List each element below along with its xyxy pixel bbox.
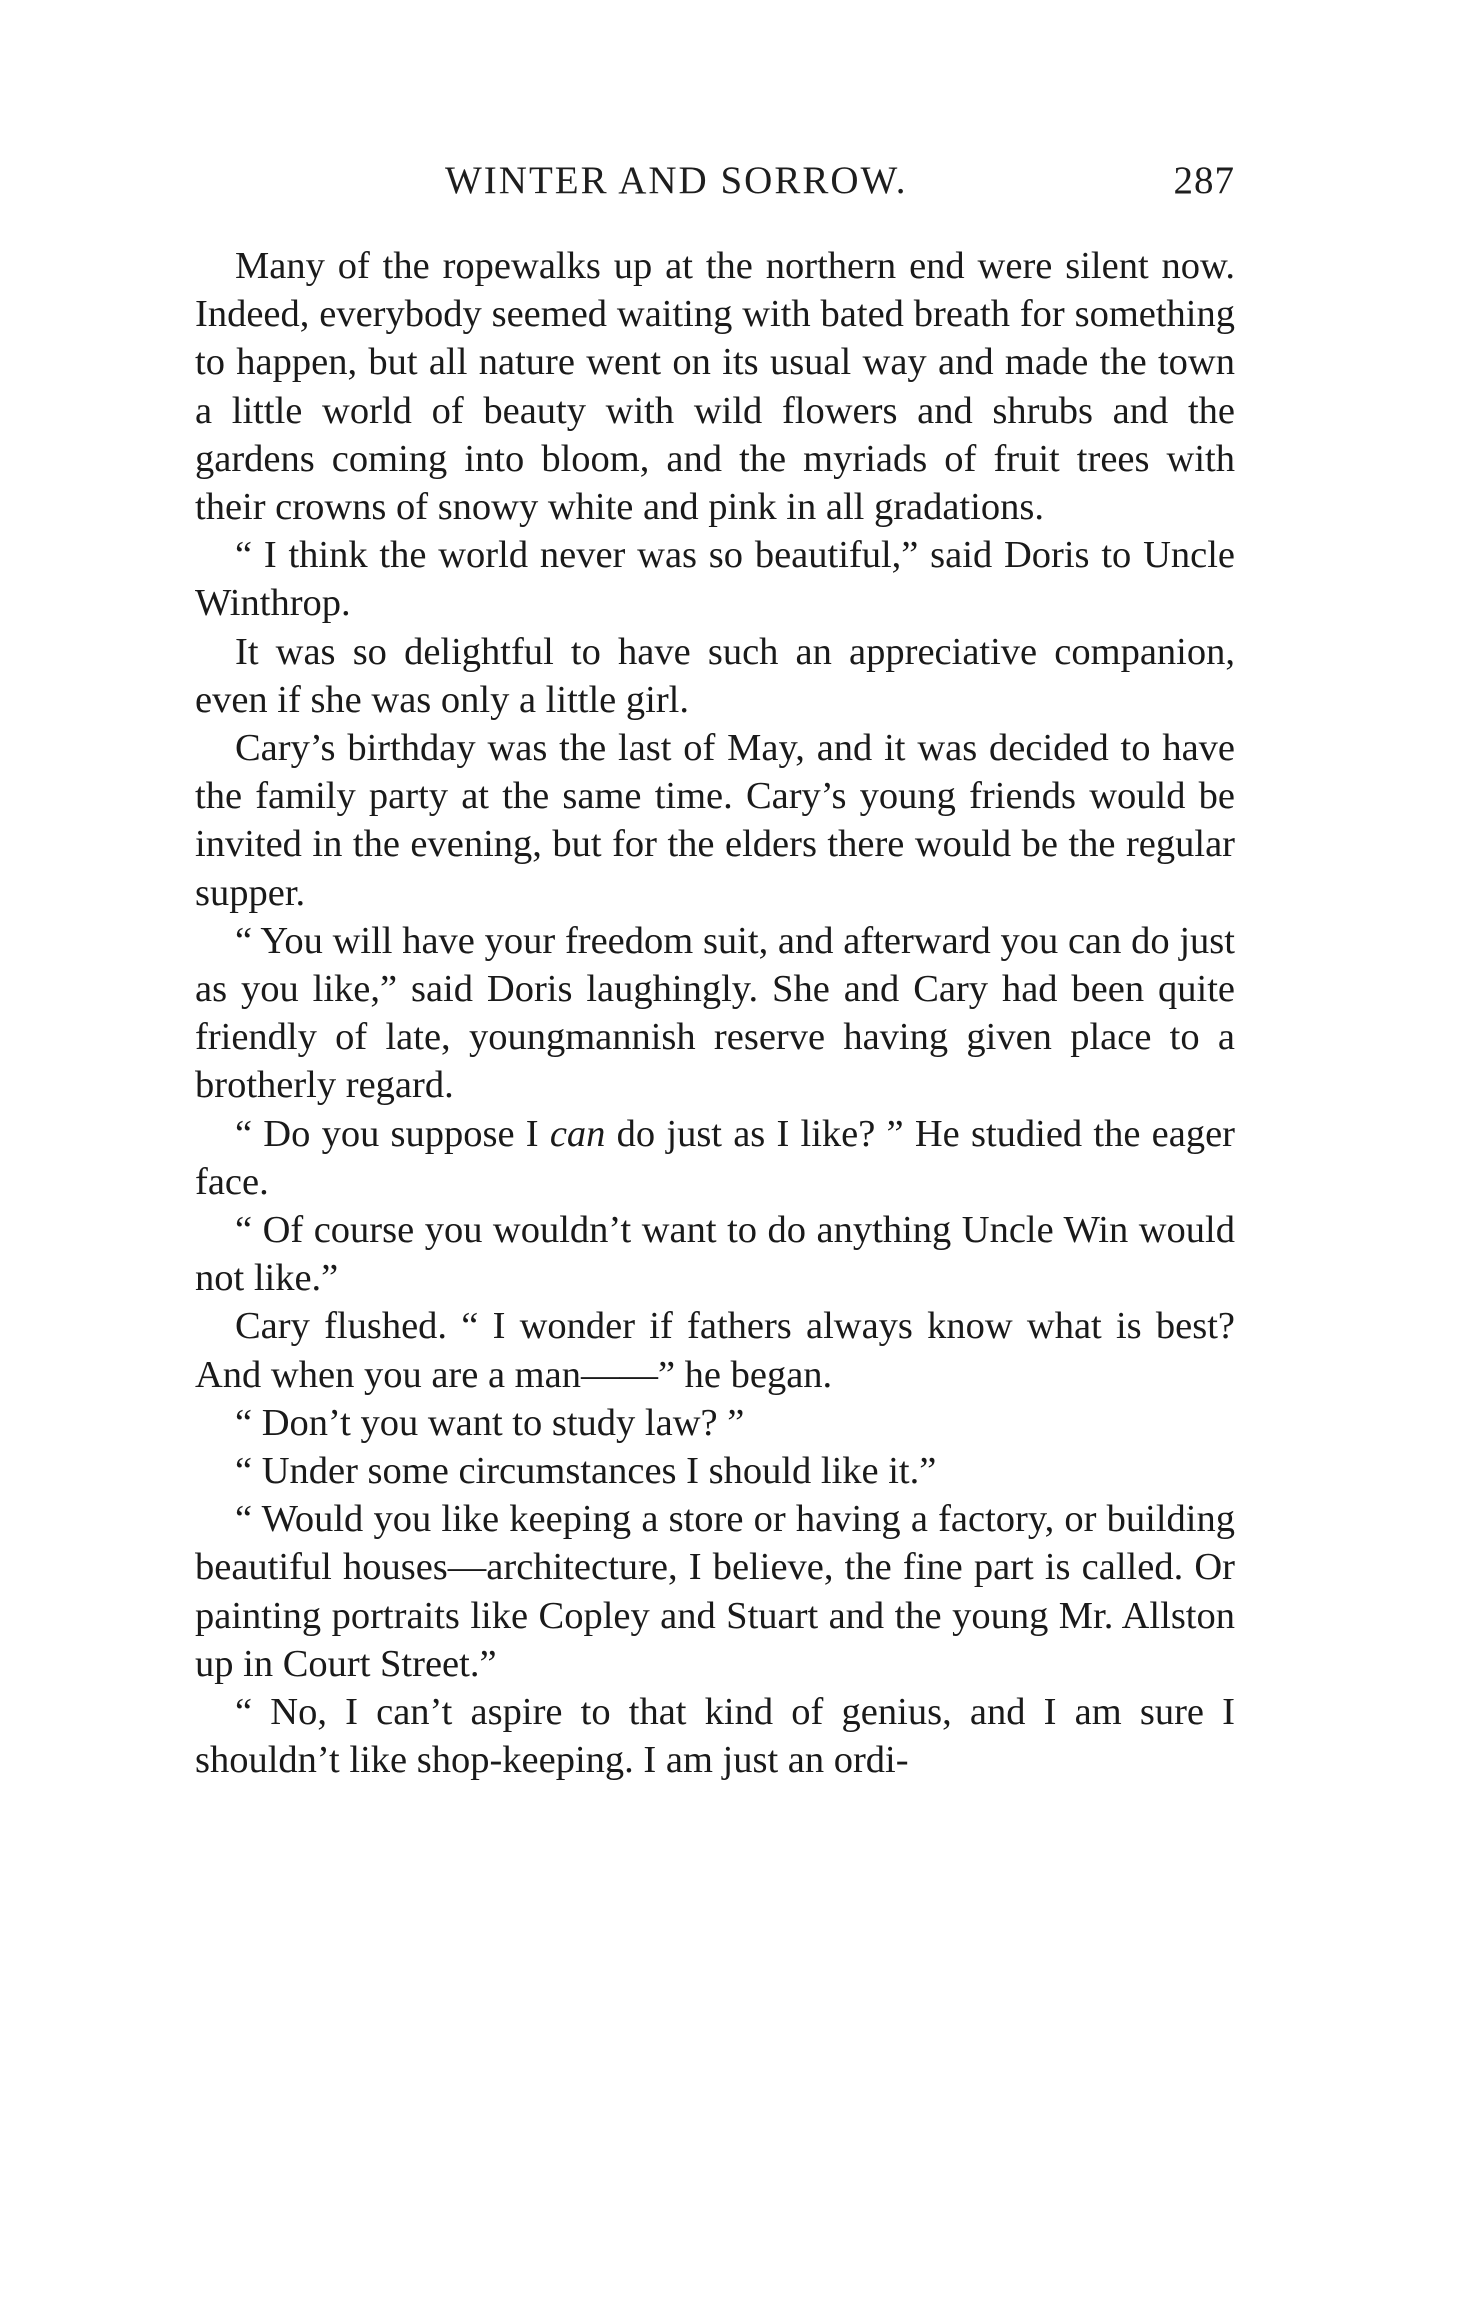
- paragraph-cary-birthday: Cary’s birthday was the last of May, and it was decided to have the family party at the same time. Cary’s young friends would be invited in the evening, but for the elders there would be the regular supper.: [195, 727, 1235, 914]
- body-text: [195, 242, 1235, 1785]
- paragraph-study-law: “ Don’t you want to study law? ”: [235, 1401, 745, 1444]
- paragraph-doris-world-beautiful: “ I think the world never was so beautiful,” said Doris to Uncle Winthrop.: [195, 534, 1235, 625]
- paragraph-store-or-factory: “ Would you like keeping a store or having a factory, or building beautiful houses—architecture, I believe, the fine part is called. Or painting portraits like Copley and Stuart and the young Mr. Allston up in Court Street.”: [195, 1498, 1235, 1685]
- paragraph-uncle-win: “ Of course you wouldn’t want to do anything Uncle Win would not like.”: [195, 1209, 1235, 1300]
- paragraph-do-you-suppose: [195, 1110, 1235, 1206]
- chapter-running-title: WINTER AND SORROW.: [445, 159, 908, 202]
- paragraph-cary-flushed: Cary flushed. “ I wonder if fathers always know what is best? And when you are a man——” he began.: [195, 1305, 1235, 1396]
- paragraph-ropewalks: Many of the ropewalks up at the northern end were silent now. Indeed, everybody seemed waiting with bated breath for something to happen, but all nature went on its usual way and made the town a little world of beauty with wild flowers and shrubs and the gardens coming into bloom, and the myriads of fruit trees with their crowns of snowy white and pink in all gradations.: [195, 245, 1235, 529]
- paragraph-genius: “ No, I can’t aspire to that kind of genius, and I am sure I shouldn’t like shop-keeping. I am just an ordi-: [195, 1691, 1235, 1782]
- running-head: [195, 158, 1235, 218]
- page-number: 287: [1173, 159, 1235, 202]
- paragraph-circumstances: “ Under some circumstances I should like it.”: [235, 1450, 937, 1493]
- emphasis-can: can: [549, 1112, 606, 1155]
- paragraph-appreciative-companion: It was so delightful to have such an appreciative companion, even if she was only a little girl.: [195, 630, 1235, 721]
- paragraph-do-you-suppose-after: do just as I like? ” He studied the eager face.: [195, 1112, 1235, 1203]
- paragraph-do-you-suppose-before: “ Do you suppose I: [235, 1112, 550, 1155]
- paragraph-freedom-suit: “ You will have your freedom suit, and afterward you can do just as you like,” said Doris laughingly. She and Cary had been quite friendly of late, youngmannish reserve having given place to a brotherly regard.: [195, 919, 1235, 1107]
